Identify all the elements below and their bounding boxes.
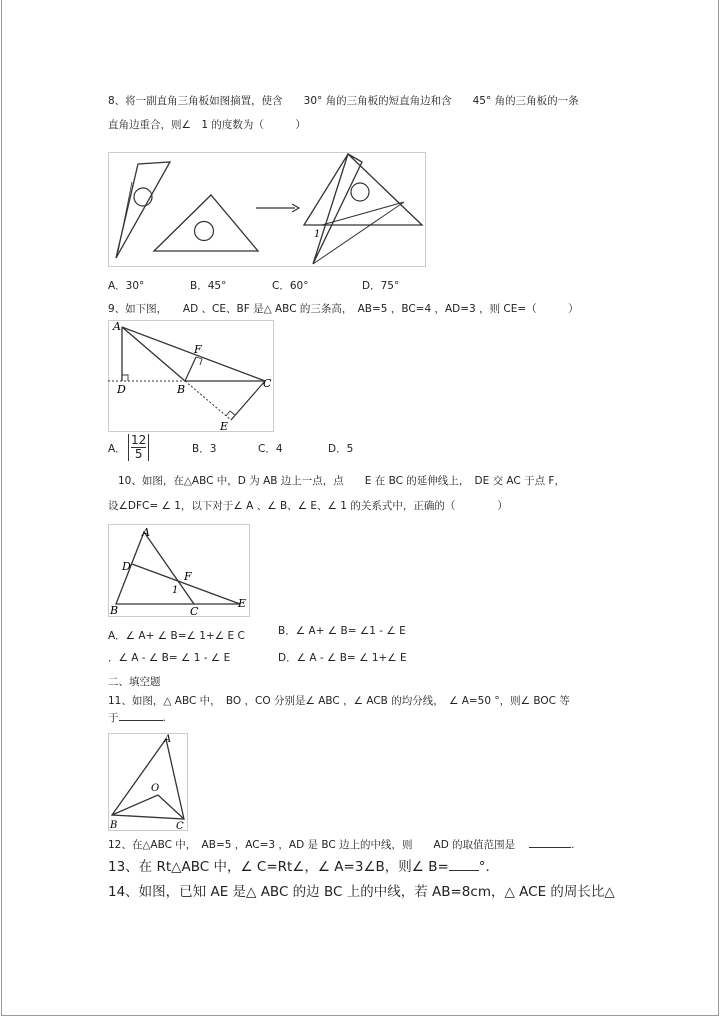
q9-option-c: C．4 [258, 443, 283, 455]
q9-option-d: D．5 [328, 443, 354, 455]
q8-option-c: C．60° [272, 280, 309, 292]
q12-suffix: . [571, 839, 575, 851]
q8-option-a: A．30° [108, 280, 145, 292]
label-c: C [190, 605, 199, 618]
q9-option-a-prefix: A． [108, 443, 126, 455]
q13-answer-blank[interactable] [449, 870, 479, 871]
label-d: D [117, 383, 126, 396]
label-o: O [151, 783, 160, 794]
label-a: A [164, 734, 172, 745]
q10-option-b: B．∠ A+ ∠ B= ∠1 - ∠ E [278, 625, 406, 637]
label-angle-1: 1 [172, 585, 179, 596]
label-b: B [110, 820, 118, 831]
q8-option-d: D．75° [362, 280, 400, 292]
fraction-denominator: 5 [134, 447, 143, 461]
q11-prefix: 于 [108, 712, 119, 724]
triangle-45 [154, 195, 258, 251]
q9-figure [108, 320, 274, 432]
q11-line1: 11、如图，△ ABC 中， BO ，CO 分别是∠ ABC ，∠ ACB 的均分线， ∠ A=50 °，则∠ BOC 等 [108, 695, 570, 707]
label-a: A [113, 320, 121, 333]
triangle-45-hole [195, 222, 214, 241]
q13-suffix: °. [478, 859, 490, 875]
q11-answer-blank[interactable] [119, 720, 163, 721]
label-c: C [263, 377, 272, 390]
q11-line2 [108, 711, 166, 725]
altitude-bf [185, 357, 196, 381]
q8-option-b: B．45° [190, 280, 227, 292]
q12-answer-blank[interactable] [529, 847, 571, 848]
right-angle-d [122, 375, 128, 381]
q9-option-b: B．3 [192, 443, 217, 455]
q10-line2: 设∠DFC= ∠ 1，以下对于∠ A 、∠ B、∠ E、∠ 1 的关系式中，正确的（ ） [108, 500, 508, 512]
q14-text: 14、如图，已知 AE 是△ ABC 的边 BC 上的中线，若 AB=8cm，△ ACE 的周长比△ [108, 884, 615, 900]
label-e: E [238, 597, 247, 610]
q8-figure [108, 152, 426, 268]
q10-line1: 10、如图，在△ABC 中，D 为 AB 边上一点，点 E 在 BC 的延伸线上， DE 交 AC 于点 F， [118, 475, 565, 487]
q13-line [108, 858, 490, 876]
q12-text: 12、在△ABC 中， AB=5 ，AC=3 ，AD 是 BC 边上的中线，则 AD 的取值范围是 [108, 839, 516, 851]
triangle-abc [112, 739, 184, 819]
q10-figure [108, 524, 250, 618]
q12-line [108, 838, 574, 852]
q11-figure [108, 733, 188, 831]
right-angle-f [196, 357, 202, 365]
label-f: F [184, 570, 192, 583]
label-f: F [194, 343, 202, 356]
label-b: B [177, 383, 186, 396]
q8-line2: 直角边重合，则∠ 1 的度数为（ ） [108, 119, 306, 131]
combined-crossing-lines [313, 202, 404, 264]
combined-hole [351, 183, 369, 201]
side-ab [122, 327, 185, 381]
combined-triangle-45 [304, 154, 422, 225]
label-b: B [110, 604, 119, 617]
fraction-numerator: 12 [131, 433, 147, 447]
label-d: D [122, 560, 131, 573]
q13-text: 13、在 Rt△ABC 中，∠ C=Rt∠，∠ A=3∠B，则∠ B= [108, 859, 449, 875]
angle-1-label: 1 [314, 229, 321, 240]
label-e: E [220, 420, 229, 432]
q10-option-a: A．∠ A+ ∠ B=∠ 1+∠ E C [108, 630, 245, 642]
section2-title: 二、填空题 [108, 676, 161, 688]
label-c: C [176, 821, 184, 831]
q10-option-c: ．∠ A - ∠ B= ∠ 1 - ∠ E [108, 652, 231, 664]
label-a: A [142, 526, 150, 539]
altitude-ce [231, 381, 265, 420]
extension-ae [185, 381, 231, 420]
q10-option-d: D．∠ A - ∠ B= ∠ 1+∠ E [278, 652, 407, 664]
q11-suffix: . [162, 712, 166, 724]
q9-text: 9、如下图， AD 、CE、BF 是△ ABC 的三条高， AB=5 ，BC=4 ，AD=3 ，则 CE=（ ） [108, 303, 579, 315]
right-angle-e [226, 411, 235, 416]
q8-line1: 8、将一副直角三角板如图摘置，使含 30° 角的三角板的短直角边和含 45° 角的三角板的一条 [108, 95, 579, 107]
triangle-30-hole [134, 188, 152, 206]
q9-option-a-fraction [128, 434, 149, 461]
